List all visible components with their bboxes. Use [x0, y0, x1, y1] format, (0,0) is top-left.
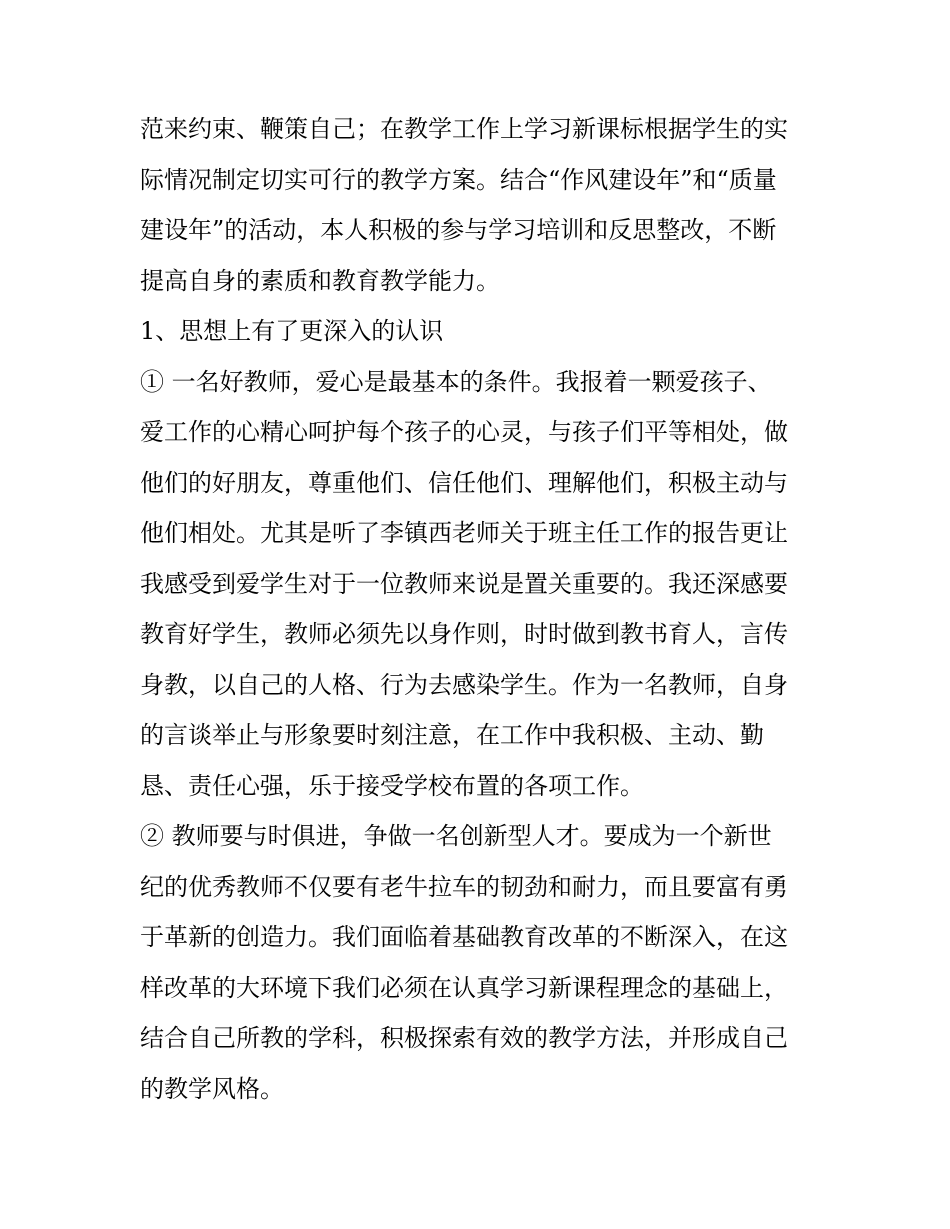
text-line: 恳、责任心强，乐于接受学校布置的各项工作。 [140, 771, 644, 800]
section-heading: 1、思想上有了更深入的认识 [140, 317, 444, 345]
text-line: 建设年”的活动，本人积极的参与学习培训和反思整改，不断 [140, 216, 777, 244]
text-line: ① 一名好教师，爱心是最基本的条件。我报着一颗爱孩子、 [140, 367, 772, 396]
text-line: 爱工作的心精心呵护每个孩子的心灵，与孩子们平等相处，做 [140, 418, 788, 446]
text-line: 身教，以自己的人格、行为去感染学生。作为一名教师，自身 [140, 670, 788, 699]
text-line: 际情况制定切实可行的教学方案。结合“作风建设年”和“质量 [140, 165, 777, 194]
text-line: 他们的好朋友，尊重他们、信任他们、理解他们，积极主动与 [140, 468, 788, 497]
text-line: 的教学风格。 [140, 1074, 284, 1103]
text-line: ② 教师要与时俱进，争做一名创新型人才。要成为一个新世 [140, 822, 772, 850]
text-line: 范来约束、鞭策自己；在教学工作上学习新课标根据学生的实 [140, 115, 788, 143]
text-line: 纪的优秀教师不仅要有老牛拉车的韧劲和耐力，而且要富有勇 [140, 872, 788, 901]
text-line: 结合自己所教的学科，积极探索有效的教学方法，并形成自己 [140, 1024, 788, 1052]
text-line: 教育好学生，教师必须先以身作则，时时做到教书育人，言传 [140, 620, 788, 648]
text-line: 我感受到爱学生对于一位教师来说是置关重要的。我还深感要 [140, 569, 788, 598]
text-line: 提高自身的素质和教育教学能力。 [140, 266, 500, 295]
text-line: 他们相处。尤其是听了李镇西老师关于班主任工作的报告更让 [140, 519, 788, 547]
text-line: 样改革的大环境下我们必须在认真学习新课程理念的基础上， [140, 973, 788, 1002]
document-body [140, 104, 820, 1114]
text-line: 于革新的创造力。我们面临着基础教育改革的不断深入，在这 [140, 923, 788, 951]
text-line: 的言谈举止与形象要时刻注意，在工作中我积极、主动、勤 [140, 721, 764, 749]
